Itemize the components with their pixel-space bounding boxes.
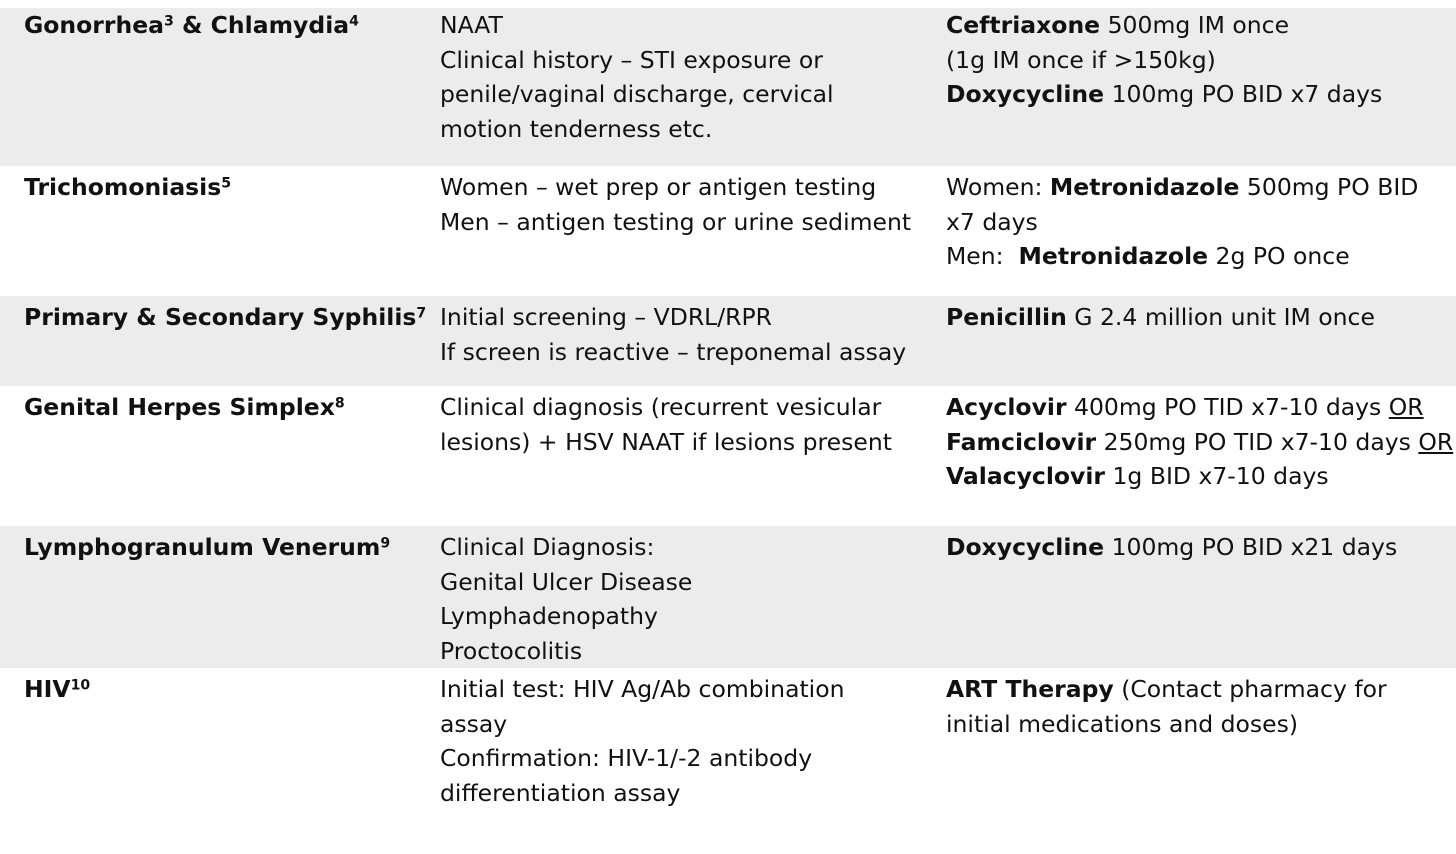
patient-group: Women: <box>946 173 1050 201</box>
treatment-line <box>946 77 1456 112</box>
diagnosis-line: lesions) + HSV NAAT if lesions present <box>440 427 892 456</box>
diagnosis-line: Women – wet prep or antigen testing <box>440 173 877 201</box>
reference-number: 8 <box>334 395 345 412</box>
treatment-line <box>946 530 1456 565</box>
table-row <box>0 8 1456 166</box>
disease-cell <box>0 668 440 842</box>
disease-name: Genital Herpes Simplex <box>24 393 335 421</box>
dose-text: 250mg PO TID x7-10 days <box>1096 427 1419 456</box>
dose-text: G 2.4 million unit IM once <box>1066 303 1375 331</box>
treatment-cell <box>946 386 1456 526</box>
treatment-line <box>946 459 1456 494</box>
treatment-line <box>946 43 1456 78</box>
disease-name: Trichomoniasis <box>24 173 222 201</box>
drug-name: Metronidazole <box>1018 242 1209 270</box>
table-row <box>0 166 1456 296</box>
treatment-cell <box>946 166 1456 296</box>
disease-name: Gonorrhea <box>24 11 165 39</box>
disease-name-continued: & Chlamydia <box>173 11 350 39</box>
drug-name: Famciclovir <box>946 427 1097 456</box>
patient-group: Men: <box>946 242 1019 270</box>
reference-number: 5 <box>221 175 232 192</box>
diagnosis-line: Proctocolitis <box>440 636 583 665</box>
sti-treatment-table <box>0 8 1456 842</box>
disease-cell <box>0 296 440 386</box>
diagnosis-line: Clinical diagnosis (recurrent vesicular <box>440 393 882 421</box>
disease-cell <box>0 526 440 668</box>
diagnosis-cell <box>440 668 946 842</box>
treatment-cell <box>946 8 1456 166</box>
diagnosis-line: Clinical Diagnosis: <box>440 533 655 561</box>
disease-name: HIV <box>24 675 71 703</box>
dose-text: 2g PO once <box>1208 242 1350 270</box>
disease-cell <box>0 386 440 526</box>
dose-text: 1g BID x7-10 days <box>1105 462 1329 490</box>
treatment-line <box>946 8 1456 43</box>
diagnosis-line: differentiation assay <box>440 778 681 807</box>
reference-number: 3 <box>164 13 174 30</box>
diagnosis-cell <box>440 296 946 386</box>
diagnosis-cell <box>440 166 946 296</box>
disease-name: Primary & Secondary Syphilis <box>24 303 417 331</box>
disease-name: Lymphogranulum Venerum <box>24 533 381 561</box>
treatment-line <box>946 390 1456 425</box>
treatment-line <box>946 300 1456 335</box>
dose-text: x7 days <box>946 207 1038 236</box>
reference-number: 10 <box>70 677 91 694</box>
diagnosis-cell <box>440 386 946 526</box>
diagnosis-line: NAAT <box>440 11 503 39</box>
disease-cell <box>0 8 440 166</box>
dose-text: (1g IM once if >150kg) <box>946 45 1216 74</box>
dose-text: 400mg PO TID x7-10 days <box>1066 393 1389 421</box>
diagnosis-line: Initial test: HIV Ag/Ab combination <box>440 675 845 703</box>
table-row <box>0 668 1456 842</box>
diagnosis-line: Lymphadenopathy <box>440 602 658 630</box>
disease-cell <box>0 166 440 296</box>
drug-name: Acyclovir <box>946 393 1067 421</box>
diagnosis-line: Clinical history – STI exposure or <box>440 45 823 74</box>
treatment-line <box>946 170 1456 205</box>
diagnosis-line: If screen is reactive – treponemal assay <box>440 337 907 366</box>
diagnosis-line: Confirmation: HIV-1/-2 antibody <box>440 744 813 772</box>
dose-text: (Contact pharmacy for <box>1113 675 1387 703</box>
drug-name: Doxycycline <box>946 533 1105 561</box>
drug-name: ART Therapy <box>946 675 1114 703</box>
diagnosis-line: Initial screening – VDRL/RPR <box>440 303 772 331</box>
treatment-cell <box>946 526 1456 668</box>
dose-text: initial medications and doses) <box>946 709 1299 738</box>
treatment-line <box>946 672 1456 707</box>
treatment-line <box>946 239 1456 274</box>
diagnosis-cell <box>440 8 946 166</box>
reference-number: 7 <box>416 305 427 322</box>
dose-text: 100mg PO BID x7 days <box>1104 80 1383 108</box>
diagnosis-line: Genital Ulcer Disease <box>440 567 693 596</box>
drug-name: Valacyclovir <box>946 462 1106 490</box>
dose-text: 500mg PO BID <box>1239 173 1419 201</box>
diagnosis-line: penile/vaginal discharge, cervical <box>440 80 834 108</box>
reference-number: 4 <box>349 13 359 30</box>
table-row <box>0 296 1456 386</box>
treatment-cell <box>946 296 1456 386</box>
treatment-line <box>946 205 1456 240</box>
diagnosis-line: assay <box>440 709 508 738</box>
drug-name: Ceftriaxone <box>946 11 1101 39</box>
treatment-cell <box>946 668 1456 842</box>
diagnosis-line: motion tenderness etc. <box>440 114 713 143</box>
drug-name: Doxycycline <box>946 80 1105 108</box>
treatment-line <box>946 707 1456 742</box>
treatment-line <box>946 425 1456 460</box>
table-row <box>0 386 1456 526</box>
dose-text: 100mg PO BID x21 days <box>1104 533 1398 561</box>
diagnosis-cell <box>440 526 946 668</box>
reference-number: 9 <box>380 535 391 552</box>
drug-name: Penicillin <box>946 303 1067 331</box>
table-row <box>0 526 1456 668</box>
or-connector: OR <box>1388 393 1424 421</box>
drug-name: Metronidazole <box>1049 173 1240 201</box>
or-connector: OR <box>1418 427 1454 456</box>
diagnosis-line: Men – antigen testing or urine sediment <box>440 207 912 236</box>
dose-text: 500mg IM once <box>1100 11 1290 39</box>
